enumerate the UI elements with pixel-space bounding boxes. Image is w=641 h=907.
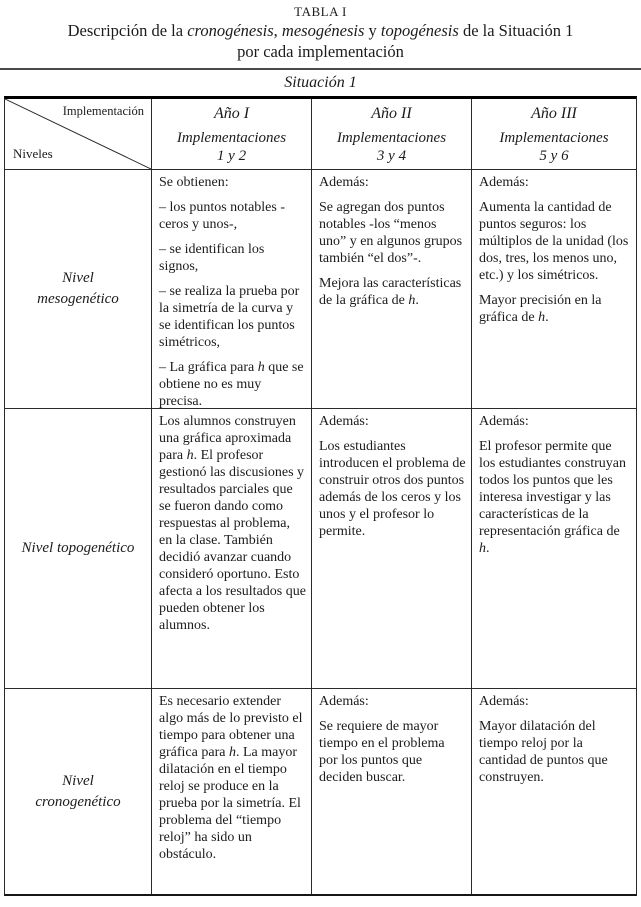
cell-topogenetico-ano2: Además: Los estudiantes introducen el problema de construir otros dos puntos además de los ceros y los unos y el profesor lo permite. [312,409,472,689]
column-header-impl: Implementaciones [499,130,609,146]
column-header-year: Año II [371,105,412,122]
column-header-impl: Implementaciones [176,130,287,146]
column-header-nums: 1 y 2 [216,148,247,164]
corner-label-implementacion: Implementación [62,104,144,118]
column-header-nums: 5 y 6 [539,148,569,164]
cell-mesogenetico-ano1: Se obtienen: – los puntos notables -ceros y unos-, – se identifican los signos, – se realiza la prueba por la simetría de la curva y se identifican los puntos simétricos, – La gráfica para h que se obtiene no es muy precisa. [152,170,312,409]
row-label-text: Nivel topogenético [21,540,135,556]
table-label: TABLA I [294,4,347,19]
column-header-ano-3 [472,99,636,170]
cell-cronogenetico-ano1: Es necesario extender algo más de lo previsto el tiempo para obtener una gráfica para h. La mayor dilatación en el tiempo reloj se produce en la prueba por la simetría. El problema del “tiempo reloj” ha sido un obstáculo. [152,689,312,894]
column-header-nums: 3 y 4 [376,148,407,164]
table-title-line1: Descripción de la cronogénesis, mesogénesis y topogénesis de la Situación 1 [67,21,574,40]
cell-cronogenetico-ano2: Además: Se requiere de mayor tiempo en el problema por los puntos que deciden buscar. [312,689,472,894]
row-label-text: Nivel mesogenético [37,270,119,307]
row-label-cronogenetico [5,689,152,894]
table [4,96,637,896]
column-header-ano-1 [152,99,312,170]
column-header-year: Año III [531,105,577,122]
table-title-line2: por cada implementación [237,42,404,61]
row-label-text: Nivel cronogenético [35,772,121,810]
column-header-impl: Implementaciones [336,130,447,146]
row-label-mesogenetico [5,170,152,409]
corner-cell [5,99,152,170]
column-header-ano-2 [312,99,472,170]
column-header-year: Año I [213,105,250,122]
row-label-topogenetico [5,409,152,689]
cell-mesogenetico-ano3: Además: Aumenta la cantidad de puntos seguros: los múltiplos de la unidad (los dos, tres, los menos uno, etc.) y los simétricos. Mayor precisión en la gráfica de h. [472,170,636,409]
situacion-band [0,68,641,96]
cell-mesogenetico-ano2: Además: Se agregan dos puntos notables -los “menos uno” y en algunos grupos también “el dos”-. Mejora las características de la gráfica de h. [312,170,472,409]
cell-topogenetico-ano1: Los alumnos construyen una gráfica aproximada para h. El profesor gestionó las discusiones y resultados parciales que se fueron dando como respuestas al problema, en la clase. También decidió avanzar cuando consideró oportuno. Esto afecta a los resultados que pueden obtener los alumnos. [152,409,312,689]
table-caption [0,0,641,62]
cell-cronogenetico-ano3: Además: Mayor dilatación del tiempo reloj por la cantidad de puntos que construyen. [479,694,608,785]
situacion-label: Situación 1 [284,74,357,91]
corner-label-niveles: Niveles [13,146,53,161]
cell-topogenetico-ano3: Además: El profesor permite que los estudiantes construyan todos los puntos que les interesa investigar y las características de la representación gráfica de h. [472,409,636,689]
